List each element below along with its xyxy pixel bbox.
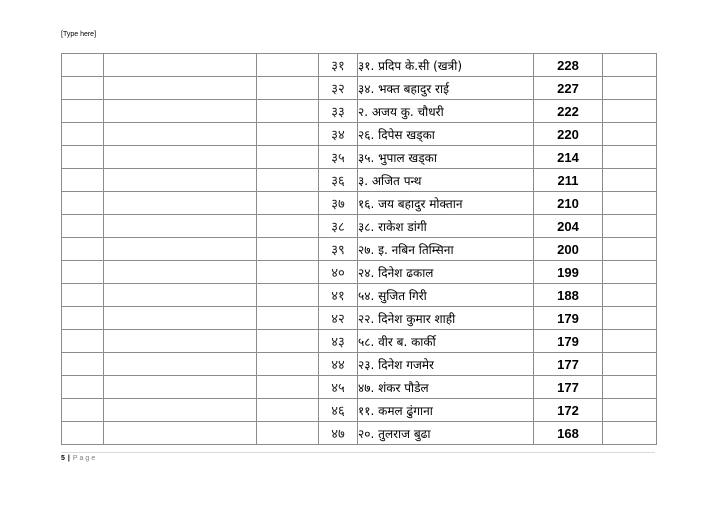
votes-cell: 199 — [534, 261, 603, 284]
candidate-name-cell: २६. दिपेस खड्का — [358, 123, 534, 146]
blank-cell — [62, 54, 104, 77]
table-row — [62, 261, 657, 284]
blank-cell — [104, 353, 257, 376]
votes-cell: 168 — [534, 422, 603, 445]
blank-cell — [257, 399, 319, 422]
blank-cell — [104, 376, 257, 399]
table-row — [62, 284, 657, 307]
blank-cell — [603, 54, 657, 77]
candidate-name-cell: ३१. प्रदिप के.सी (खत्री) — [358, 54, 534, 77]
table-row — [62, 100, 657, 123]
blank-cell — [62, 169, 104, 192]
candidate-name-cell: २३. दिनेश गजमेर — [358, 353, 534, 376]
candidate-name-cell: ३४. भक्त बहादुर राई — [358, 77, 534, 100]
votes-cell: 179 — [534, 307, 603, 330]
blank-cell — [603, 146, 657, 169]
votes-cell: 214 — [534, 146, 603, 169]
table-row — [62, 146, 657, 169]
header-placeholder: [Type here] — [61, 31, 97, 38]
blank-cell — [104, 192, 257, 215]
blank-cell — [62, 376, 104, 399]
blank-cell — [104, 261, 257, 284]
rank-cell: ४६ — [319, 399, 358, 422]
votes-cell: 177 — [534, 353, 603, 376]
blank-cell — [603, 307, 657, 330]
blank-cell — [104, 123, 257, 146]
table-row — [62, 169, 657, 192]
blank-cell — [603, 261, 657, 284]
blank-cell — [104, 77, 257, 100]
blank-cell — [62, 238, 104, 261]
blank-cell — [62, 261, 104, 284]
blank-cell — [257, 330, 319, 353]
votes-cell: 210 — [534, 192, 603, 215]
candidate-name-cell: ५४. सुजित गिरी — [358, 284, 534, 307]
blank-cell — [603, 215, 657, 238]
blank-cell — [104, 54, 257, 77]
footer-separator: | — [67, 455, 70, 462]
blank-cell — [62, 307, 104, 330]
votes-cell: 200 — [534, 238, 603, 261]
blank-cell — [603, 77, 657, 100]
rank-cell: ३४ — [319, 123, 358, 146]
blank-cell — [603, 330, 657, 353]
blank-cell — [62, 330, 104, 353]
rank-cell: ४० — [319, 261, 358, 284]
blank-cell — [603, 399, 657, 422]
blank-cell — [104, 330, 257, 353]
table-row — [62, 77, 657, 100]
rank-cell: ४५ — [319, 376, 358, 399]
votes-cell: 227 — [534, 77, 603, 100]
blank-cell — [257, 54, 319, 77]
votes-cell: 204 — [534, 215, 603, 238]
blank-cell — [257, 192, 319, 215]
table-row — [62, 238, 657, 261]
votes-cell: 211 — [534, 169, 603, 192]
table-row — [62, 54, 657, 77]
table-row — [62, 353, 657, 376]
blank-cell — [62, 146, 104, 169]
blank-cell — [257, 307, 319, 330]
candidate-name-cell: ११. कमल ढुंगाना — [358, 399, 534, 422]
candidate-name-cell: २०. तुलराज बुढा — [358, 422, 534, 445]
candidate-name-cell: ३८. राकेश डांगी — [358, 215, 534, 238]
rank-cell: ४३ — [319, 330, 358, 353]
blank-cell — [257, 146, 319, 169]
blank-cell — [62, 192, 104, 215]
votes-cell: 188 — [534, 284, 603, 307]
table-row — [62, 192, 657, 215]
blank-cell — [603, 169, 657, 192]
table-row — [62, 307, 657, 330]
votes-cell: 228 — [534, 54, 603, 77]
page-number: 5 — [61, 455, 65, 462]
rank-cell: ३८ — [319, 215, 358, 238]
blank-cell — [257, 100, 319, 123]
rank-cell: ४७ — [319, 422, 358, 445]
footer-divider — [61, 452, 655, 453]
table-row — [62, 215, 657, 238]
blank-cell — [257, 284, 319, 307]
table-row — [62, 123, 657, 146]
rank-cell: ३७ — [319, 192, 358, 215]
table-row — [62, 376, 657, 399]
blank-cell — [603, 284, 657, 307]
blank-cell — [603, 376, 657, 399]
blank-cell — [257, 77, 319, 100]
rank-cell: ३३ — [319, 100, 358, 123]
blank-cell — [603, 238, 657, 261]
blank-cell — [62, 284, 104, 307]
table-row — [62, 330, 657, 353]
blank-cell — [62, 422, 104, 445]
blank-cell — [104, 307, 257, 330]
blank-cell — [62, 399, 104, 422]
rank-cell: ३१ — [319, 54, 358, 77]
candidate-name-cell: ३५. भुपाल खड्का — [358, 146, 534, 169]
candidate-name-cell: २७. इ. नबिन तिम्सिना — [358, 238, 534, 261]
candidate-name-cell: २. अजय कु. चौधरी — [358, 100, 534, 123]
blank-cell — [603, 192, 657, 215]
blank-cell — [257, 169, 319, 192]
votes-cell: 172 — [534, 399, 603, 422]
table-row — [62, 399, 657, 422]
rank-cell: ३६ — [319, 169, 358, 192]
page-label: Page — [72, 455, 98, 462]
blank-cell — [104, 399, 257, 422]
votes-cell: 179 — [534, 330, 603, 353]
rank-cell: ४२ — [319, 307, 358, 330]
blank-cell — [603, 123, 657, 146]
candidate-name-cell: १६. जय बहादुर मोक्तान — [358, 192, 534, 215]
candidate-name-cell: ३. अजित पन्थ — [358, 169, 534, 192]
blank-cell — [104, 215, 257, 238]
rank-cell: ३९ — [319, 238, 358, 261]
page-footer — [61, 455, 97, 462]
blank-cell — [603, 422, 657, 445]
blank-cell — [104, 422, 257, 445]
blank-cell — [104, 169, 257, 192]
blank-cell — [62, 215, 104, 238]
blank-cell — [603, 100, 657, 123]
blank-cell — [257, 376, 319, 399]
rank-cell: ४१ — [319, 284, 358, 307]
blank-cell — [257, 261, 319, 284]
blank-cell — [62, 123, 104, 146]
blank-cell — [257, 123, 319, 146]
votes-cell: 222 — [534, 100, 603, 123]
blank-cell — [62, 77, 104, 100]
candidate-name-cell: २२. दिनेश कुमार शाही — [358, 307, 534, 330]
blank-cell — [104, 238, 257, 261]
candidate-name-cell: ५८. वीर ब. कार्की — [358, 330, 534, 353]
blank-cell — [257, 422, 319, 445]
blank-cell — [62, 100, 104, 123]
table-row — [62, 422, 657, 445]
rank-cell: ४४ — [319, 353, 358, 376]
candidate-name-cell: २४. दिनेश ढकाल — [358, 261, 534, 284]
votes-cell: 220 — [534, 123, 603, 146]
results-table-body — [62, 54, 657, 445]
blank-cell — [104, 284, 257, 307]
rank-cell: ३५ — [319, 146, 358, 169]
blank-cell — [257, 238, 319, 261]
candidate-name-cell: ४७. शंकर पौडेल — [358, 376, 534, 399]
blank-cell — [62, 353, 104, 376]
blank-cell — [104, 146, 257, 169]
rank-cell: ३२ — [319, 77, 358, 100]
results-table — [61, 53, 657, 445]
votes-cell: 177 — [534, 376, 603, 399]
blank-cell — [257, 215, 319, 238]
blank-cell — [603, 353, 657, 376]
blank-cell — [257, 353, 319, 376]
blank-cell — [104, 100, 257, 123]
